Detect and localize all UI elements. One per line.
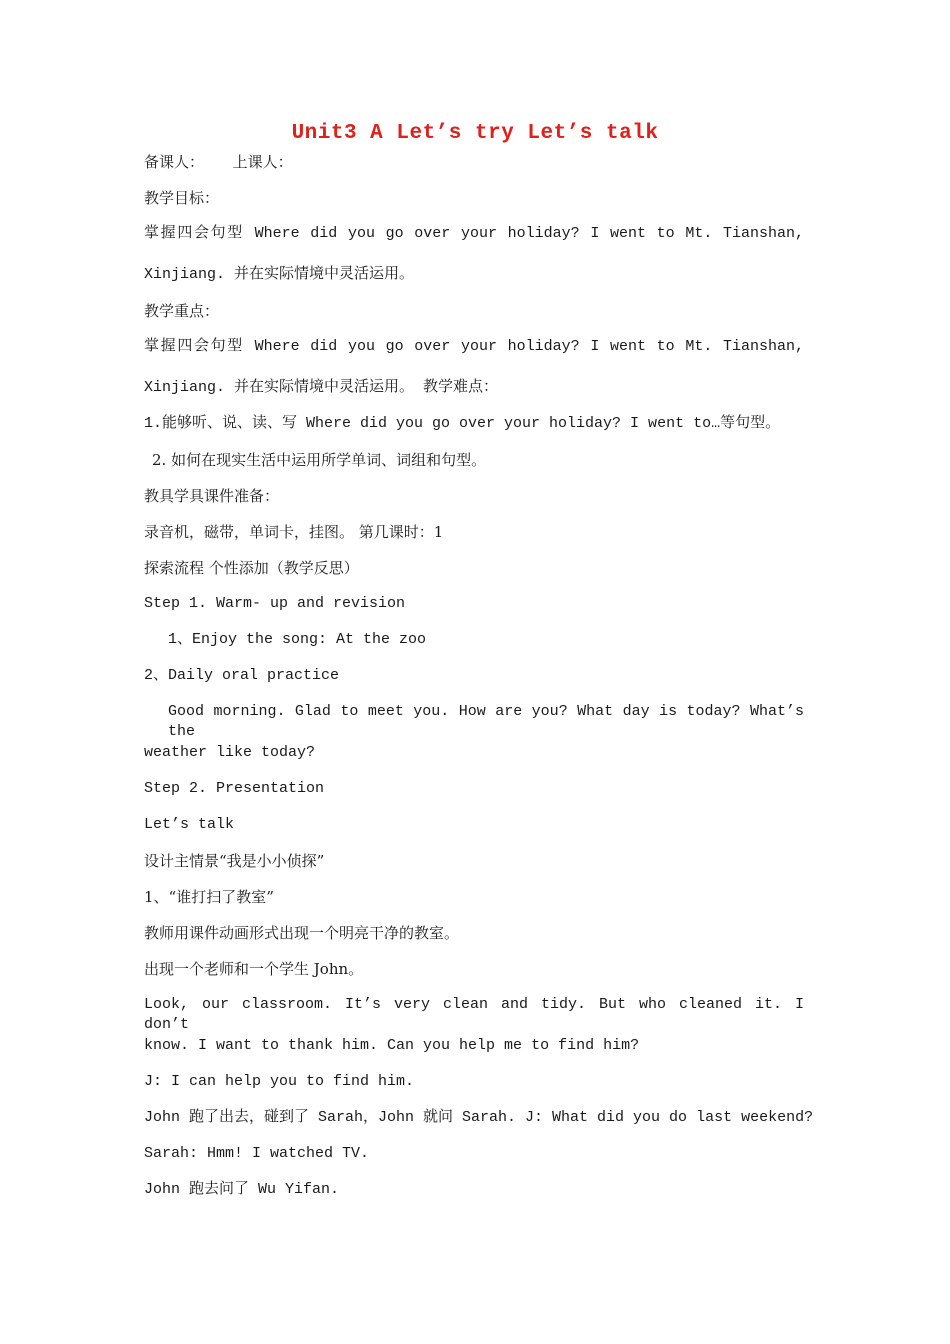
text-line-characters: 出现一个老师和一个学生 John。 xyxy=(144,960,364,978)
text-line-courseware: 教师用课件动画形式出现一个明亮干净的教室。 xyxy=(144,924,460,942)
text-line-lets-talk: Let’s talk xyxy=(144,816,235,833)
text-line-objectives: 掌握四会句型 Where did you go over your holiday? I went to Mt. Tianshan, xyxy=(144,225,804,242)
text-line-john-wuyifan: John 跑去问了 Wu Yifan. xyxy=(144,1181,340,1198)
text-line-greeting-cont: weather like today? xyxy=(144,744,316,761)
text-line-step1: Step 1. Warm- up and revision xyxy=(144,595,406,612)
text-line-keypoints-heading: 教学重点： xyxy=(144,302,220,320)
text-line-objectives-heading: 教学目标： xyxy=(144,189,220,207)
text-line-john-reply: J: I can help you to find him. xyxy=(144,1073,415,1090)
text-line-step1-oral: 2、Daily oral practice xyxy=(144,667,340,684)
text-line-scenario-1: 1、“谁打扫了教室” xyxy=(144,888,274,906)
text-line-sarah-reply: Sarah: Hmm! I watched TV. xyxy=(144,1145,370,1162)
text-line-john-sarah: John 跑了出去，碰到了 Sarah，John 就问 Sarah. J: What did you do last weekend? xyxy=(144,1109,814,1126)
text-line-classroom: Look, our classroom. It’s very clean and tidy. But who cleaned it. I don’t xyxy=(144,996,804,1033)
text-line-step1-song: 1、Enjoy the song: At the zoo xyxy=(168,631,427,648)
text-line-difficulty-2: 2. 如何在现实生活中运用所学单词、词组和句型。 xyxy=(152,451,487,469)
text-line-preparer: 备课人： 上课人： xyxy=(144,153,293,171)
text-line-keypoints: 掌握四会句型 Where did you go over your holiday? I went to Mt. Tianshan, xyxy=(144,338,804,355)
text-line-scenario: 设计主情景“我是小小侦探” xyxy=(144,852,325,870)
text-line-process-heading: 探索流程 个性添加（教学反思） xyxy=(144,559,359,577)
text-line-greeting: Good morning. Glad to meet you. How are you? What day is today? What’s the xyxy=(168,703,804,740)
text-line-materials: 录音机，磁带，单词卡，挂图。 第几课时：1 xyxy=(144,523,444,541)
document-title: Unit3 A Let’s try Let’s talk xyxy=(291,122,659,145)
text-line-difficulty-1: 1.能够听、说、读、写 Where did you go over your holiday? I went to…等句型。 xyxy=(144,415,781,432)
text-line-objectives-cont: Xinjiang. 并在实际情境中灵活运用。 xyxy=(144,266,415,283)
text-line-step2: Step 2. Presentation xyxy=(144,780,325,797)
text-line-keypoints-cont: Xinjiang. 并在实际情境中灵活运用。 教学难点： xyxy=(144,379,499,396)
text-line-classroom-cont: know. I want to thank him. Can you help me to find him? xyxy=(144,1037,640,1054)
text-line-materials-heading: 教具学具课件准备： xyxy=(144,487,280,505)
